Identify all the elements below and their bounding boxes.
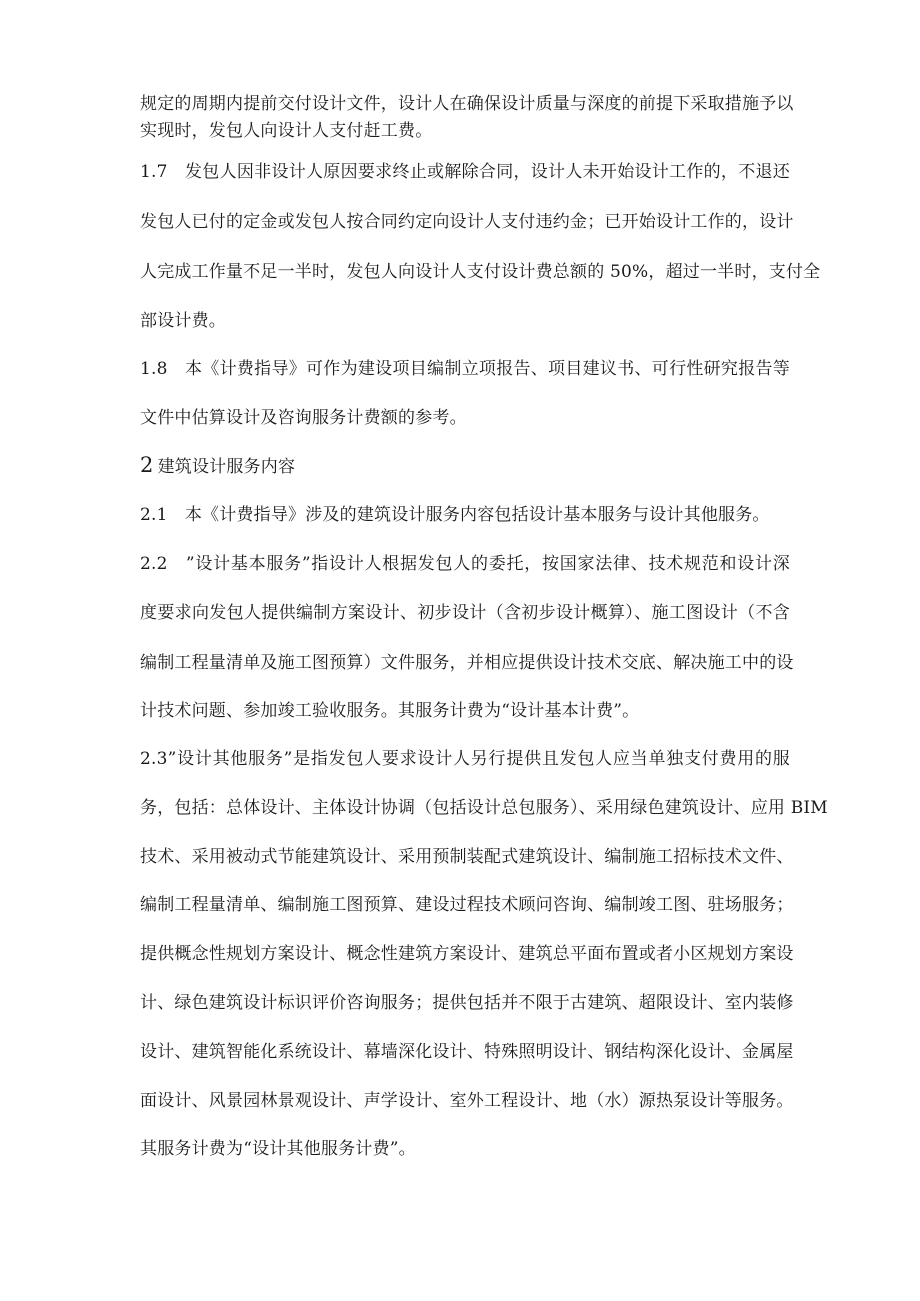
section-heading-number: 2 [140, 453, 154, 477]
section-1-8-line: 1.8 本《计费指导》可作为建设项目编制立项报告、项目建议书、可行性研究报告等 [140, 359, 790, 379]
paragraph-line: 度要求向发包人提供编制方案设计、初步设计（含初步设计概算）、施工图设计（不含 [140, 603, 790, 623]
paragraph-line: 面设计、风景园林景观设计、声学设计、室外工程设计、地（水）源热泵设计等服务。 [140, 1091, 794, 1111]
paragraph-line: 其服务计费为“设计其他服务计费”。 [140, 1139, 416, 1159]
paragraph-line: 人完成工作量不足一半时，发包人向设计人支付设计费总额的 50%，超过一半时，支付全 [140, 262, 821, 282]
paragraph-line: 编制工程量清单及施工图预算）文件服务，并相应提供设计技术交底、解决施工中的设 [140, 653, 794, 673]
paragraph-line: 务，包括：总体设计、主体设计协调（包括设计总包服务）、采用绿色建筑设计、应用 BIM [140, 798, 828, 818]
paragraph-line: 部设计费。 [140, 311, 226, 331]
paragraph-line: 计、绿色建筑设计标识评价咨询服务；提供包括并不限于古建筑、超限设计、室内装修 [140, 993, 794, 1013]
section-1-7-line: 1.7 发包人因非设计人原因要求终止或解除合同，设计人未开始设计工作的，不退还 [140, 162, 790, 182]
paragraph-line: 编制工程量清单、编制施工图预算、建设过程技术顾问咨询、编制竣工图、驻场服务； [140, 895, 794, 915]
paragraph-line: 设计、建筑智能化系统设计、幕墙深化设计、特殊照明设计、钢结构深化设计、金属屋 [140, 1042, 794, 1062]
paragraph-line: 提供概念性规划方案设计、概念性建筑方案设计、建筑总平面布置或者小区规划方案设 [140, 944, 794, 964]
paragraph-line: 计技术问题、参加竣工验收服务。其服务计费为“设计基本计费”。 [140, 701, 640, 721]
paragraph-line: 发包人已付的定金或发包人按合同约定向设计人支付违约金；已开始设计工作的，设计 [140, 212, 794, 232]
paragraph-line: 技术、采用被动式节能建筑设计、采用预制装配式建筑设计、编制施工招标技术文件、 [140, 847, 794, 867]
paragraph-line: 文件中估算设计及咨询服务计费额的参考。 [140, 408, 467, 428]
paragraph-line: 规定的周期内提前交付设计文件，设计人在确保设计质量与深度的前提下采取措施予以 [140, 94, 794, 114]
section-heading [140, 454, 790, 478]
section-2-3-line: 2.3”设计其他服务”是指发包人要求设计人另行提供且发包人应当单独支付费用的服 [140, 749, 790, 769]
section-2-2-line: 2.2 ”设计基本服务”指设计人根据发包人的委托，按国家法律、技术规范和设计深 [140, 554, 790, 574]
paragraph-line: 实现时，发包人向设计人支付赶工费。 [140, 121, 433, 141]
section-heading-title: 建筑设计服务内容 [157, 457, 296, 477]
section-2-1-line: 2.1 本《计费指导》涉及的建筑设计服务内容包括设计基本服务与设计其他服务。 [140, 505, 770, 525]
